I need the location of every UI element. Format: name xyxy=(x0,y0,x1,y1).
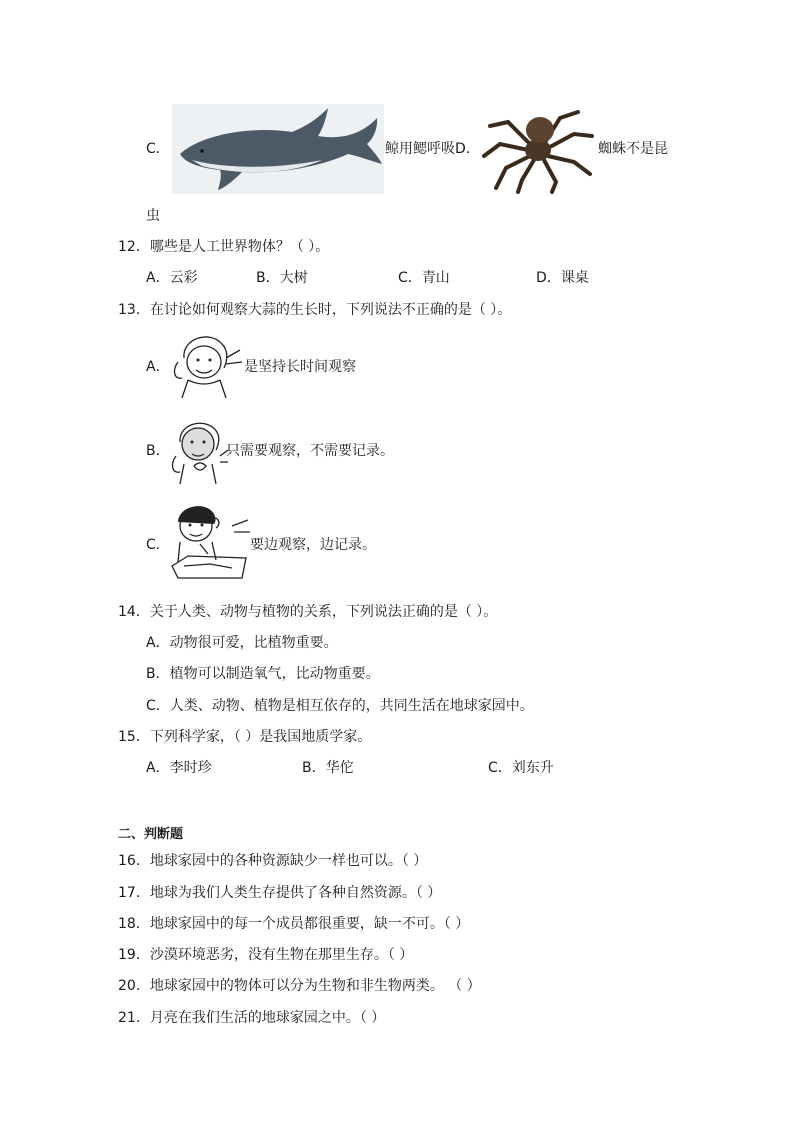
q13-stem: 13．在讨论如何观察大蒜的生长时，下列说法不正确的是（ ）。 xyxy=(118,302,512,318)
q14-option-c: C．人类、动物、植物是相互依存的，共同生活在地球家园中。 xyxy=(146,698,534,714)
notebook-page xyxy=(184,564,232,568)
girl-body xyxy=(182,380,226,398)
whale-image xyxy=(172,104,384,194)
judgment-item: 19．沙漠环境恶劣，没有生物在那里生存。（ ） xyxy=(118,947,414,963)
boy-writing-image xyxy=(170,500,252,584)
q11-option-d-wrap: 虫 xyxy=(146,208,160,224)
judgment-item: 20．地球家园中的物体可以分为生物和非生物两类。 （ ） xyxy=(118,978,481,994)
girl-speaking-image xyxy=(170,330,246,400)
girl-ponytail xyxy=(175,362,182,378)
q13-option-c-text: 要边观察，边记录。 xyxy=(250,537,376,553)
pencil xyxy=(200,544,208,554)
q12-stem: 12．哪些是人工世界物体？（ ）。 xyxy=(118,239,330,255)
q15-stem: 15．下列科学家，（ ）是我国地质学家。 xyxy=(118,729,372,745)
boy-mouth xyxy=(190,534,202,536)
q13-option-a-text: 是坚持长时间观察 xyxy=(244,359,356,375)
q11-option-c-letter: C． xyxy=(146,141,170,157)
q11-option-c-text: 鲸用鳃呼吸 xyxy=(385,141,455,157)
judgment-item: 16．地球家园中的各种资源缺少一样也可以。（ ） xyxy=(118,853,428,869)
q11-option-d-letter: D． xyxy=(455,141,480,157)
q14-option-a: A．动物很可爱，比植物重要。 xyxy=(146,635,338,651)
section-heading: 二、判断题 xyxy=(118,827,184,842)
q12-option-a: A．云彩 xyxy=(146,270,198,286)
girl-face xyxy=(182,428,214,460)
q13-option-c-letter: C． xyxy=(146,537,170,553)
q15-option-a: A．李时珍 xyxy=(146,760,212,776)
q13-option-b-text: 只需要观察，不需要记录。 xyxy=(226,443,394,459)
spider-abdomen xyxy=(526,117,554,143)
judgment-item: 21．月亮在我们生活的地球家园之中。（ ） xyxy=(118,1010,386,1026)
q13-option-a-letter: A． xyxy=(146,359,170,375)
q15-option-b: B．华佗 xyxy=(302,760,354,776)
notebook xyxy=(172,556,246,578)
judgment-item: 17．地球为我们人类生存提供了各种自然资源。（ ） xyxy=(118,885,442,901)
girl-hands xyxy=(180,463,216,484)
whale-eye xyxy=(200,149,204,153)
q12-option-b: B．大树 xyxy=(256,270,308,286)
girl-thinking-image xyxy=(170,412,230,486)
boy-hair xyxy=(178,506,216,524)
speech-lines xyxy=(226,350,242,364)
q12-option-d: D．课桌 xyxy=(536,270,589,286)
q15-option-c: C．刘东升 xyxy=(488,760,554,776)
q12-option-c: C．青山 xyxy=(398,270,450,286)
speech-lines xyxy=(232,520,250,532)
q14-option-b: B．植物可以制造氧气，比动物重要。 xyxy=(146,666,380,682)
judgment-item: 18．地球家园中的每一个成员都很重要，缺一不可。（ ） xyxy=(118,916,470,932)
girl-mouth xyxy=(196,370,212,373)
q14-stem: 14．关于人类、动物与植物的关系，下列说法正确的是（ ）。 xyxy=(118,604,498,620)
q13-option-b-letter: B． xyxy=(146,443,170,459)
q11-option-d-text: 蜘蛛不是昆 xyxy=(598,141,668,157)
spider-image xyxy=(478,104,598,194)
girl-ponytail xyxy=(173,456,180,472)
